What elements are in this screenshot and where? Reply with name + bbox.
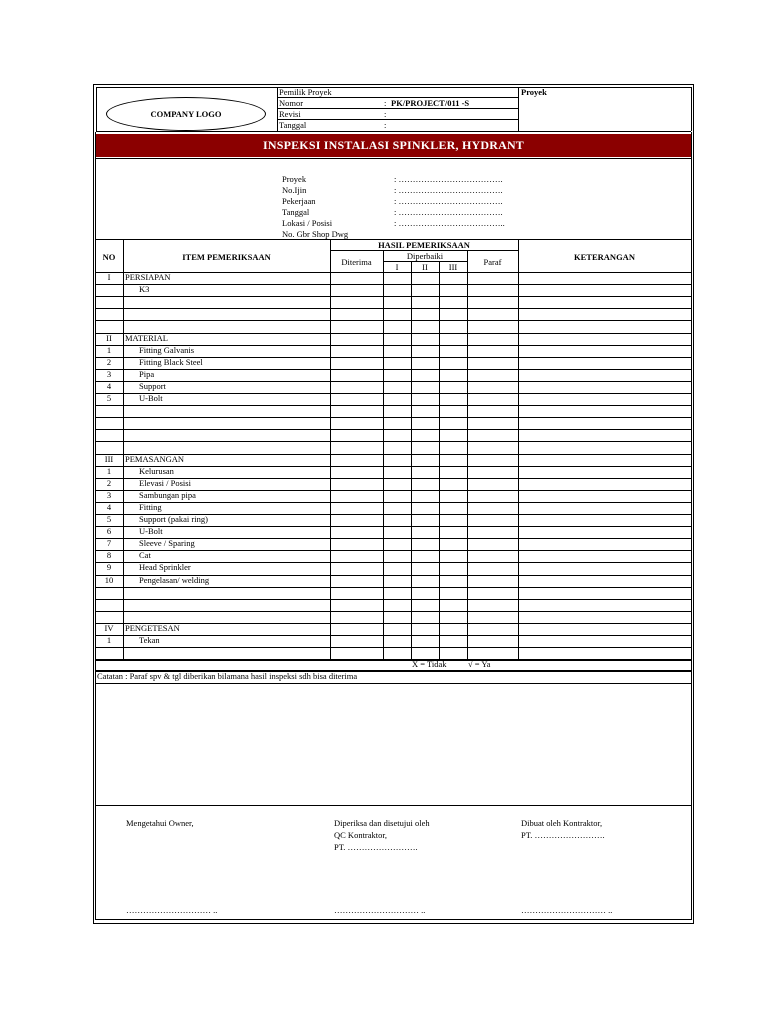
row-no [95, 599, 123, 611]
sign-line-owner: ………………………… .. [126, 905, 218, 915]
row-no: 8 [106, 550, 112, 561]
col-header-keterangan: KETERANGAN [574, 252, 635, 262]
row-item: Sleeve / Sparing [139, 538, 195, 549]
table-row [95, 575, 692, 587]
row-no [95, 405, 123, 417]
info-label-noijin: No.Ijin [282, 185, 307, 195]
row-item: Kelurusan [139, 465, 174, 476]
row-no: 2 [106, 356, 112, 367]
row-no [95, 308, 123, 320]
table-row [95, 587, 692, 599]
table-row [95, 333, 692, 345]
field-label-revisi: Revisi [279, 109, 301, 119]
row-no [95, 441, 123, 453]
table-row [95, 417, 692, 429]
table-row [95, 611, 692, 623]
row-item: Fitting [139, 501, 162, 512]
inspection-form [93, 84, 694, 924]
table-row [95, 514, 692, 526]
col-header-sub-2: II [422, 262, 428, 272]
row-item: Head Sprinkler [139, 562, 191, 573]
col-header-item: ITEM PEMERIKSAAN [182, 252, 271, 262]
table-row [95, 466, 692, 478]
table-row [95, 502, 692, 514]
table-row [95, 478, 692, 490]
col-header-no: NO [102, 252, 116, 262]
row-item: U-Bolt [139, 393, 163, 403]
field-colon-nomor: : [384, 98, 387, 108]
field-label-nomor: Nomor [279, 98, 304, 108]
table-row [95, 562, 692, 574]
row-no: 5 [106, 514, 112, 524]
field-label-pemilik: Pemilik Proyek [279, 87, 332, 97]
row-item: Support [139, 380, 166, 391]
table-row [95, 369, 692, 381]
form-title: INSPEKSI INSTALASI SPINKLER, HYDRANT [96, 134, 691, 157]
row-item: Tekan [139, 635, 160, 645]
table-row [95, 538, 692, 550]
header-bottom-line [96, 131, 691, 132]
col-header-sub-1: I [395, 262, 399, 272]
table-row [95, 296, 692, 308]
row-item: PEMASANGAN [125, 453, 185, 464]
table-row [95, 599, 692, 611]
col-header-paraf: Paraf [483, 257, 502, 267]
row-no: 2 [106, 477, 112, 488]
table-row [95, 490, 692, 502]
catatan-text: Catatan : Paraf spv & tgl diberikan bilamana hasil inspeksi sdh bisa diterima [97, 671, 358, 681]
row-no [95, 296, 123, 308]
legend-ya: √ = Ya [468, 659, 491, 669]
col-header-diterima: Diterima [341, 257, 372, 267]
info-value-noijin: : ………………………………. [394, 185, 503, 195]
table-row [95, 454, 692, 466]
col-header-diperbaiki: Diperbaiki [406, 251, 444, 261]
info-label-pekerjaan: Pekerjaan [282, 196, 316, 206]
table-row [95, 284, 692, 296]
table-row [95, 441, 692, 453]
row-no: IV [104, 622, 114, 633]
row-no [95, 320, 123, 332]
row-no: I [107, 272, 111, 282]
legend-tidak: X = Tidak [412, 659, 447, 669]
sign-qc-line-2: QC Kontraktor, [334, 830, 388, 840]
field-value-nomor: PK/PROJECT/011 -S [391, 98, 470, 108]
row-no [95, 417, 123, 429]
info-label-shopdwg: No. Gbr Shop Dwg [282, 229, 349, 239]
header-top-line [96, 87, 691, 88]
info-value-pekerjaan: : ………………………………. [394, 196, 503, 206]
row-item: Support (pakai ring) [139, 514, 208, 524]
row-item: Elevasi / Posisi [139, 477, 191, 488]
field-colon-revisi: : [384, 109, 387, 119]
header-divider-1 [277, 87, 278, 131]
row-no: 10 [104, 574, 114, 585]
table-row [95, 393, 692, 405]
row-item: Pipa [139, 368, 155, 379]
row-no: 3 [106, 489, 112, 500]
info-label-tanggal: Tanggal [282, 207, 310, 217]
row-no: III [104, 453, 114, 464]
table-row [95, 272, 692, 284]
row-no: 4 [106, 501, 112, 512]
row-no [95, 429, 123, 441]
sign-qc-line-3: PT. ……………………. [334, 842, 418, 852]
col-header-hasil: HASIL PEMERIKSAAN [378, 240, 470, 250]
info-value-tanggal: : ………………………………. [394, 207, 503, 217]
table-row [95, 647, 692, 659]
table-row [95, 345, 692, 357]
row-item: Pengelasan/ welding [139, 574, 210, 585]
row-item: K3 [139, 284, 150, 295]
row-no: 5 [106, 393, 112, 403]
table-row [95, 357, 692, 369]
row-no: 1 [106, 344, 112, 355]
row-no: 4 [106, 380, 112, 391]
table-row [95, 308, 692, 320]
row-item: PENGETESAN [125, 622, 180, 633]
field-colon-tanggal: : [384, 120, 387, 130]
row-no: 9 [106, 562, 112, 573]
header-left-border [96, 87, 97, 131]
field-label-tanggal: Tanggal [279, 120, 307, 130]
table-row [95, 429, 692, 441]
info-value-lokasi: : ……………………………….. [394, 218, 505, 228]
row-item: U-Bolt [139, 526, 163, 537]
row-item: MATERIAL [125, 332, 168, 343]
row-no [95, 611, 123, 623]
row-no [95, 587, 123, 599]
row-item: Sambungan pipa [139, 489, 196, 500]
sign-kontraktor-line-1: Dibuat oleh Kontraktor, [521, 818, 603, 828]
table-row [95, 320, 692, 332]
row-no: 1 [106, 635, 112, 645]
sign-line-kontraktor: ………………………… .. [521, 905, 613, 915]
info-label-lokasi: Lokasi / Posisi [282, 218, 333, 228]
table-row [95, 526, 692, 538]
sign-qc-line-1: Diperiksa dan disetujui oleh [334, 818, 430, 828]
proyek-label: Proyek [521, 87, 547, 97]
row-no: 1 [106, 465, 112, 476]
info-label-proyek: Proyek [282, 174, 307, 184]
col-header-sub-3: III [448, 262, 458, 272]
row-no [95, 284, 123, 296]
company-logo: COMPANY LOGO [106, 97, 266, 131]
row-item: Fitting Galvanis [139, 344, 195, 355]
table-row [95, 635, 692, 647]
table-row [95, 405, 692, 417]
row-no: 6 [106, 526, 112, 537]
row-item: Cat [139, 550, 151, 561]
table-row [95, 550, 692, 562]
row-item: Fitting Black Steel [139, 356, 203, 367]
row-no [95, 647, 123, 659]
info-value-proyek: : ………………………………. [394, 174, 503, 184]
table-row [95, 381, 692, 393]
row-divider [95, 683, 692, 684]
table-row [95, 623, 692, 635]
row-no: 7 [106, 538, 112, 549]
sign-line-qc: ………………………… .. [334, 905, 426, 915]
header-right-border [691, 87, 692, 131]
row-no: II [106, 332, 112, 343]
header-divider-2 [518, 87, 519, 131]
sign-owner-label: Mengetahui Owner, [126, 818, 194, 828]
row-item: PERSIAPAN [125, 272, 171, 282]
row-no: 3 [106, 368, 112, 379]
sign-kontraktor-line-2: PT. ……………………. [521, 830, 605, 840]
